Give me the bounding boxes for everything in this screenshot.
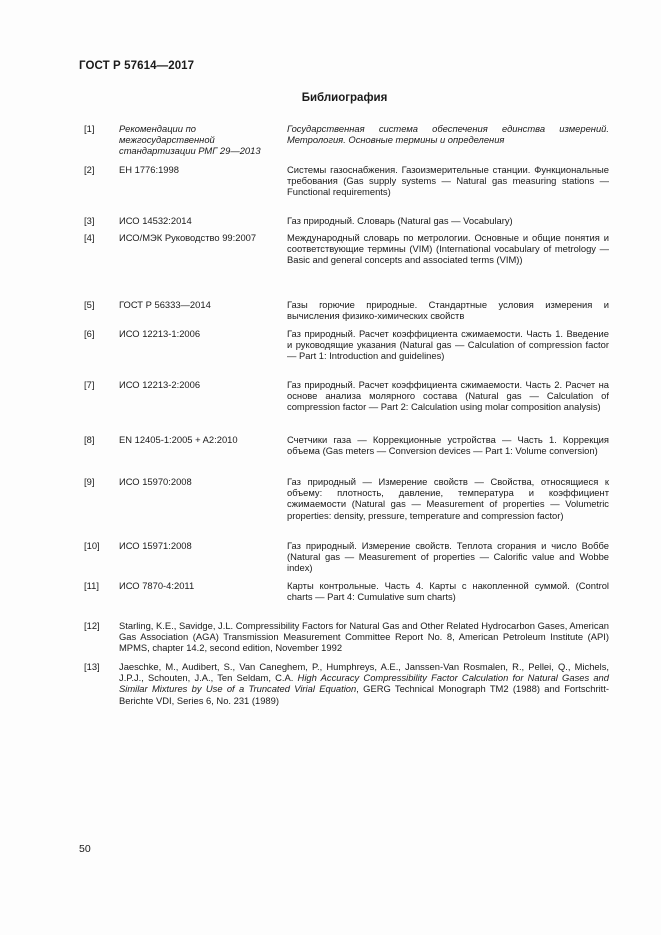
reference-full-text [119,661,609,706]
reference-number: [5] [84,299,95,310]
reference-description-ru: Международный словарь по метрологии. Основные и общие понятия и соответствующие термины (VIM) [287,232,609,255]
reference-description-ru: Газ природный. Расчет коэффициента сжимаемости. Часть 2. Расчет на основе анализа молярного состава [287,379,609,402]
reference-description [287,328,609,362]
reference-description: Государственная система обеспечения единства измерений. Метрология. Основные термины и определения [287,123,609,146]
reference-number: [10] [84,540,100,551]
reference-description [287,540,609,574]
bibliography-title: Библиография [301,92,388,104]
reference-number: [4] [84,232,95,243]
reference-description: Газ природный. Словарь (Natural gas — Vocabulary) [287,215,513,226]
document-header: ГОСТ Р 57614—2017 [79,60,195,72]
reference-description-ru: Системы газоснабжения. Газоизмерительные станции. Функциональные требования [287,164,609,187]
reference-description [287,164,609,198]
reference-description [287,476,609,521]
reference-number: [12] [84,620,100,631]
reference-description: Газы горючие природные. Стандартные условия измерения и вычисления физико-химических свойств [287,299,609,322]
reference-number: [6] [84,328,95,339]
reference-source: ГОСТ Р 56333—2014 [119,299,211,310]
reference-number: [8] [84,434,95,445]
reference-description-ru: Газ природный. Расчет коэффициента сжимаемости. Часть 1. Введение и руководящие указания [287,328,609,351]
reference-source: ИСО 15970:2008 [119,476,192,487]
reference-full-text: Starling, K.E., Savidge, J.L. Compressibility Factors for Natural Gas and Other Related Hydrocarbon Gases, American Gas Association (AGA) Transmission Measurement Committee Report No. 8, American Petroleum Institute (API) MPMS, chapter 14.2, second edition, November 1992 [119,620,609,654]
reference-description-en: (Natural gas — Calculation of compression factor — Part 2: Calculation using molar composition analysis) [287,390,609,413]
reference-source: ИСО 12213-2:2006 [119,379,201,390]
reference-source: ИСО 7870-4:2011 [119,580,195,591]
page-number: 50 [79,843,91,855]
reference-description [287,379,609,413]
reference-description-en: (International vocabulary of metrology — Basic and general concepts and associated terms (VIM)) [287,243,610,266]
reference-source: ИСО 12213-1:2006 [119,328,201,339]
reference-source: ИСО 14532:2014 [119,215,192,226]
reference-description-en: (Gas supply systems — Natural gas measuring stations — Functional requirements) [287,175,609,198]
reference-number: [2] [84,164,95,175]
reference-title: High Accuracy Compressibility Factor Calculation for Natural Gases and Similar Mixtures by Use of a Truncated Virial Equation [119,672,609,695]
reference-description-en: (Natural gas — Measurement of properties — Volumetric properties: density, pressure, temperature and compression factor) [287,498,609,521]
reference-source: Рекомендации по межгосударственной стандартизации РМГ 29—2013 [119,123,261,157]
reference-number: [7] [84,379,95,390]
reference-description [287,232,609,266]
reference-source: ИСО 15971:2008 [119,540,192,551]
reference-description-en: (Natural gas — Calculation of compression factor — Part 1: Introduction and guidelines) [287,339,609,362]
reference-description-en: (Natural gas — Measurement of properties — Calorific value and Wobbe index) [287,551,609,574]
reference-authors: Jaeschke, M., Audibert, S., Van Caneghem, P., Humphreys, A.E., Janssen-Van Rosmalen, R., Pellei, Q., Michels, J.P.J., Schouten, J.A., Ten Seldam, C.A. [119,661,609,684]
reference-number: [9] [84,476,95,487]
reference-description-ru: Газ природный — Измерение свойств — Свойства, относящиеся к объему: плотность, давление, температура и коэффициент сжимаемости [287,476,609,510]
reference-description-ru: Газ природный. Измерение свойств. Теплота сгорания и число Воббе [287,540,609,551]
reference-publication: , GERG Technical Monograph TM2 (1988) and Fortschritt-Berichte VDI, Series 6, No. 231 (1989) [119,683,609,706]
reference-description: Карты контрольные. Часть 4. Карты с накопленной суммой. (Control charts — Part 4: Cumulative sum charts) [287,580,609,603]
reference-number: [11] [84,580,99,591]
reference-number: [1] [84,123,95,134]
reference-description: Счетчики газа — Коррекционные устройства — Часть 1. Коррекция объема (Gas meters — Conversion devices — Part 1: Volume conversion) [287,434,609,457]
reference-source: EN 12405-1:2005 + A2:2010 [119,434,238,445]
reference-source: ИСО/МЭК Руководство 99:2007 [119,232,257,243]
reference-number: [13] [84,661,100,672]
reference-source: ЕН 1776:1998 [119,164,179,175]
reference-number: [3] [84,215,95,226]
